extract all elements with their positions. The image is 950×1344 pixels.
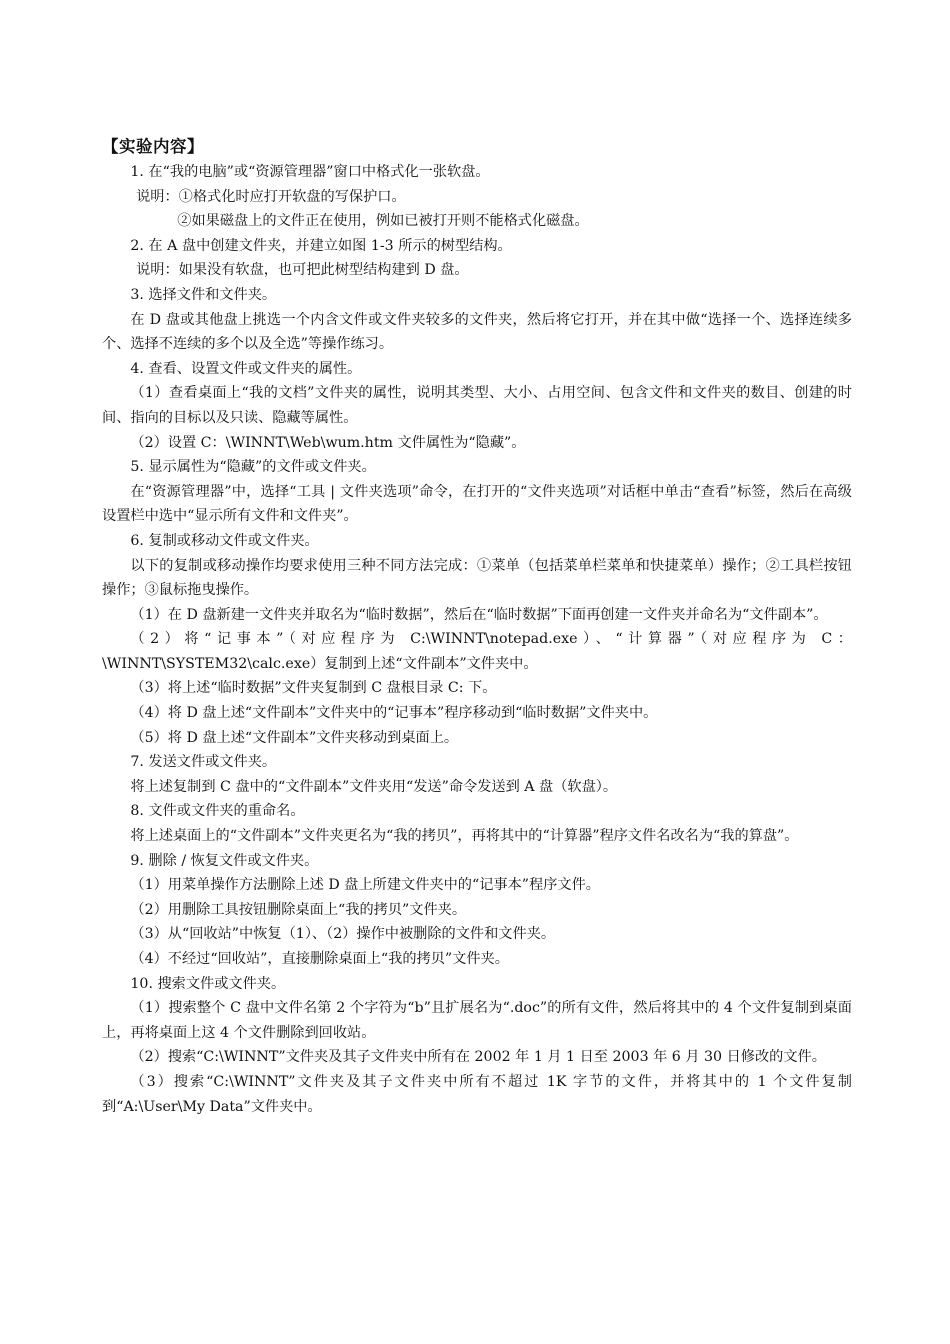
paragraph: （2）设置 C：\WINNT\Web\wum.htm 文件属性为“隐藏”。: [130, 434, 526, 451]
paragraph: （1）查看桌面上“我的文档”文件夹的属性，说明其类型、大小、占用空间、包含文件和文件夹的数目、创建的时间、指向的目标以及只读、隐藏等属性。: [102, 385, 852, 426]
paragraph: （2）搜索“C:\WINNT”文件夹及其子文件夹中所有在 2002 年 1 月 1 日至 2003 年 6 月 30 日修改的文件。: [130, 1049, 826, 1066]
paragraph: 说明：如果没有软盘，也可把此树型结构建到 D 盘。: [136, 262, 469, 279]
paragraph: 在 D 盘或其他盘上挑选一个内含文件或文件夹较多的文件夹，然后将它打开，并在其中做“选择一个、选择连续多个、选择不连续的多个以及全选”等操作练习。: [102, 311, 852, 353]
paragraph: （2）用删除工具按钮删除桌面上“我的拷贝”文件夹。: [130, 901, 467, 918]
paragraph-list: [102, 160, 852, 1119]
paragraph: （5）将 D 盘上述“文件副本”文件夹移动到桌面上。: [130, 729, 459, 746]
section-heading: 【实验内容】: [102, 137, 204, 156]
paragraph: 7. 发送文件或文件夹。: [130, 754, 277, 771]
paragraph: 将上述复制到 C 盘中的“文件副本”文件夹用“发送”命令发送到 A 盘（软盘）。: [130, 778, 618, 795]
paragraph: 10. 搜索文件或文件夹。: [130, 975, 286, 992]
paragraph: 2. 在 A 盘中创建文件夹，并建立如图 1-3 所示的树型结构。: [130, 237, 512, 254]
paragraph: （3）从“回收站”中恢复（1）、（2）操作中被删除的文件和文件夹。: [130, 926, 556, 943]
paragraph: （2）将“记事本”（对应程序为 C:\WINNT\notepad.exe）、“计算器”（对应程序为 C：\WINNT\SYSTEM32\calc.exe）复制到上述“文件副本”文件夹中。: [102, 631, 852, 672]
paragraph: 5. 显示属性为“隐藏”的文件或文件夹。: [130, 459, 376, 476]
paragraph: （1）搜索整个 C 盘中文件名第 2 个字符为“b”且扩展名为“.doc”的所有文件，然后将其中的 4 个文件复制到桌面上，再将桌面上这 4 个文件删除到回收站。: [102, 1000, 852, 1041]
paragraph: 在“资源管理器”中，选择“工具 | 文件夹选项”命令，在打开的“文件夹选项”对话框中单击“查看”标签，然后在高级设置栏中选中“显示所有文件和文件夹”。: [102, 483, 852, 525]
paragraph: 6. 复制或移动文件或文件夹。: [130, 532, 319, 549]
paragraph: 8. 文件或文件夹的重命名。: [130, 803, 305, 820]
document-body: [102, 134, 852, 1119]
paragraph: （4）将 D 盘上述“文件副本”文件夹中的“记事本”程序移动到“临时数据”文件夹中。: [130, 705, 658, 722]
paragraph: 9. 删除 / 恢复文件或文件夹。: [130, 852, 319, 869]
paragraph: 4. 查看、设置文件或文件夹的属性。: [130, 360, 362, 377]
paragraph: （3）搜索“C:\WINNT”文件夹及其子文件夹中所有不超过 1K 字节的文件，并将其中的 1 个文件复制到“A:\User\My Data”文件夹中。: [102, 1073, 852, 1115]
paragraph: 1. 在“我的电脑”或“资源管理器”窗口中格式化一张软盘。: [130, 164, 490, 180]
paragraph: ②如果磁盘上的文件正在使用，例如已被打开则不能格式化磁盘。: [177, 213, 589, 230]
paragraph: （3）将上述“临时数据”文件夹复制到 C 盘根目录 C: 下。: [130, 680, 497, 697]
paragraph: 3. 选择文件和文件夹。: [130, 286, 277, 303]
paragraph: 说明：①格式化时应打开软盘的写保护口。: [136, 188, 406, 205]
paragraph: 将上述桌面上的“文件副本”文件夹更名为“我的拷贝”，再将其中的“计算器”程序文件名改名为“我的算盘”。: [130, 828, 799, 845]
paragraph: （1）用菜单操作方法删除上述 D 盘上所建文件夹中的“记事本”程序文件。: [130, 877, 600, 894]
paragraph: （1）在 D 盘新建一文件夹并取名为“临时数据”，然后在“临时数据”下面再创建一文件夹并命名为“文件副本”。: [130, 606, 828, 623]
paragraph: 以下的复制或移动操作均要求使用三种不同方法完成：①菜单（包括菜单栏菜单和快捷菜单）操作；②工具栏按钮操作；③鼠标拖曳操作。: [102, 557, 852, 599]
paragraph: （4）不经过“回收站”，直接删除桌面上“我的拷贝”文件夹。: [130, 951, 509, 967]
